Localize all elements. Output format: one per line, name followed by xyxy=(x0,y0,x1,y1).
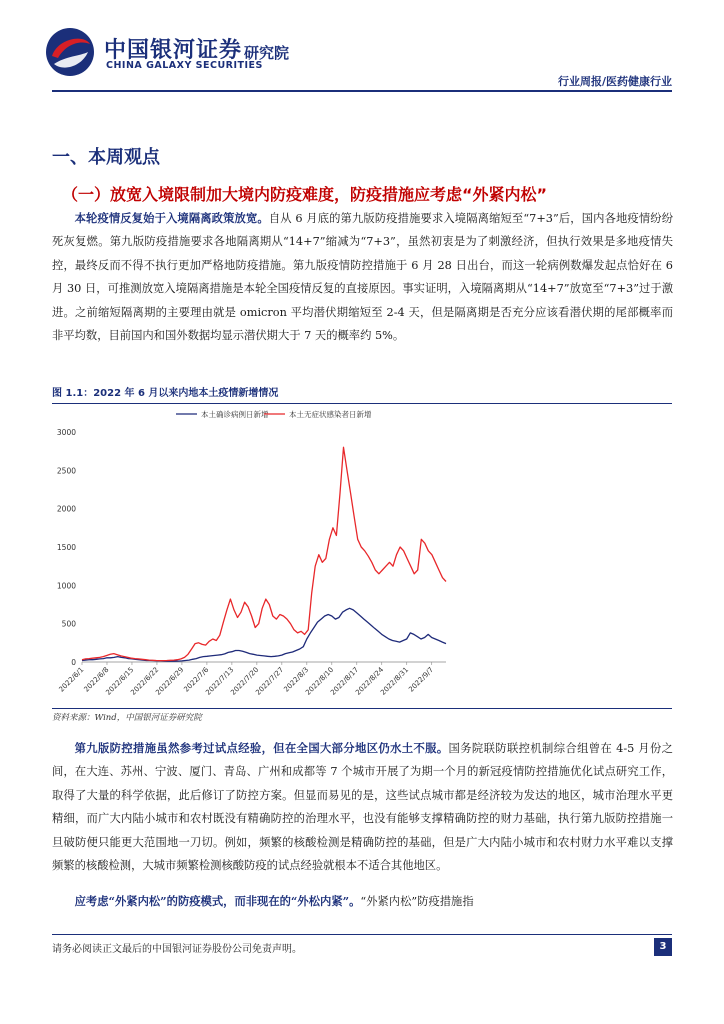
x-tick-label: 2022/9/7 xyxy=(407,665,436,694)
header-divider xyxy=(52,90,672,92)
y-tick-label: 0 xyxy=(71,658,76,667)
department-name: 研究院 xyxy=(244,44,290,62)
figure-source: 资料来源：Wind，中国银河证券研究院 xyxy=(52,713,202,723)
footer-divider xyxy=(52,934,672,935)
x-tick-label: 2022/6/8 xyxy=(82,665,111,694)
x-tick-label: 2022/8/24 xyxy=(354,665,386,697)
x-tick-label: 2022/7/20 xyxy=(229,665,261,697)
figure-bottom-rule xyxy=(52,708,672,709)
paragraph-1 xyxy=(52,207,673,347)
series-line-asymptomatic xyxy=(82,447,446,660)
paragraph-2 xyxy=(52,737,673,877)
y-tick-label: 1000 xyxy=(56,581,76,591)
company-name-en: CHINA GALAXY SECURITIES xyxy=(106,60,263,71)
chart-series xyxy=(82,447,446,661)
legend-label-asymptomatic: 本土无症状感染者日新增 xyxy=(289,410,372,419)
section-title: 一、本周观点 xyxy=(52,147,160,168)
paragraph-3-text: “外紧内松”防疫措施指 xyxy=(360,895,474,908)
x-tick-label: 2022/7/27 xyxy=(254,665,286,697)
x-tick-label: 2022/8/31 xyxy=(379,665,411,697)
x-tick-label: 2022/7/13 xyxy=(204,665,236,697)
paragraph-2-text: 国务院联防联控机制综合组曾在 4-5 月份之间，在大连、苏州、宁波、厦门、青岛、广州和成都等 7 个城市开展了为期一个月的新冠疫情防控措施优化试点研究工作，取得了大量的科学依据，此后修订了防控方案。但显而易见的是，这些试点城市都是经济较为发达的地区，城市治理水平更精细，而广大内陆小城市和农村既没有精确防控的治理水平，也没有能够支撑精确防控的财力基础，执行第九版防控措施一旦破防便只能更大范围地一刀切。例如，频繁的核酸检测是精确防控的基础，但是广大内陆小城市和农村财力水平难以支撑频繁的核酸检测，大城市频繁检测核酸防疫的试点经验就根本不适合其他地区。 xyxy=(52,742,673,873)
paragraph-1-text: 自从 6 月底的第九版防疫措施要求入境隔离缩短至“7+3”后，国内各地疫情纷纷死灰复燃。第九版防疫措施要求各地隔离期从“14+7”缩减为“7+3”，虽然初衷是为了刺激经济，但执行效果是多地疫情失控，最终反而不得不执行更加严格地防疫措施。第九版疫情防控措施于 6 月 28 日出台，而这一轮病例数爆发起点恰好在 6 月 30 日，可推测放宽入境隔离措施是本轮全国疫情反复的直接原因。事实证明，入境隔离期从“14+7”放宽至“7+3”过于激进。之前缩短隔离期的主要理由就是 omicron 平均潜伏期缩短至 2-4 天，但是隔离期是否充分应该看潜伏期的尾部概率而非平均数，目前国内和国外数据均显示潜伏期大于 7 天的概率约 5%。 xyxy=(52,212,673,343)
x-tick-label: 2022/8/3 xyxy=(282,665,311,694)
x-tick-label: 2022/6/1 xyxy=(57,665,86,694)
section-subtitle: （一）放宽入境限制加大境内防疫难度，防疫措施应考虑“外紧内松” xyxy=(62,185,548,204)
paragraph-2-lead: 第九版防控措施虽然参考过试点经验，但在全国大部分地区仍水土不服。 xyxy=(74,741,449,755)
chart-legend xyxy=(176,409,372,419)
report-type-label: 行业周报/医药健康行业 xyxy=(557,75,672,88)
paragraph-3 xyxy=(52,890,673,913)
page-number: 3 xyxy=(654,938,672,956)
x-tick-label: 2022/6/22 xyxy=(129,665,161,697)
x-tick-label: 2022/6/29 xyxy=(154,665,186,697)
figure-caption: 图 1.1：2022 年 6 月以来内地本土疫情新增情况 xyxy=(52,388,279,399)
series-line-confirmed xyxy=(82,608,446,661)
footer-disclaimer: 请务必阅读正文最后的中国银河证券股份公司免责声明。 xyxy=(52,944,302,955)
x-tick-label: 2022/8/17 xyxy=(329,665,361,697)
y-tick-label: 500 xyxy=(61,619,76,629)
x-tick-label: 2022/6/15 xyxy=(104,665,136,697)
y-tick-label: 3000 xyxy=(56,428,76,437)
company-logo-icon xyxy=(44,26,96,78)
legend-label-confirmed: 本土确诊病例日新增 xyxy=(201,410,269,419)
company-name-cn: 中国银河证券 xyxy=(104,38,243,63)
y-axis-ticks xyxy=(57,428,76,667)
x-tick-label: 2022/8/10 xyxy=(304,665,336,697)
paragraph-3-lead: 应考虑“外紧内松”的防疫模式，而非现在的“外松内紧”。 xyxy=(74,894,361,908)
y-tick-label: 2000 xyxy=(56,504,76,514)
x-tick-label: 2022/7/6 xyxy=(182,665,211,694)
x-axis-ticks xyxy=(58,662,436,697)
covid-cases-line-chart xyxy=(52,404,672,708)
paragraph-1-lead: 本轮疫情反复始于入境隔离政策放宽。 xyxy=(74,211,269,225)
y-tick-label: 2500 xyxy=(56,466,76,476)
y-tick-label: 1500 xyxy=(56,543,76,552)
